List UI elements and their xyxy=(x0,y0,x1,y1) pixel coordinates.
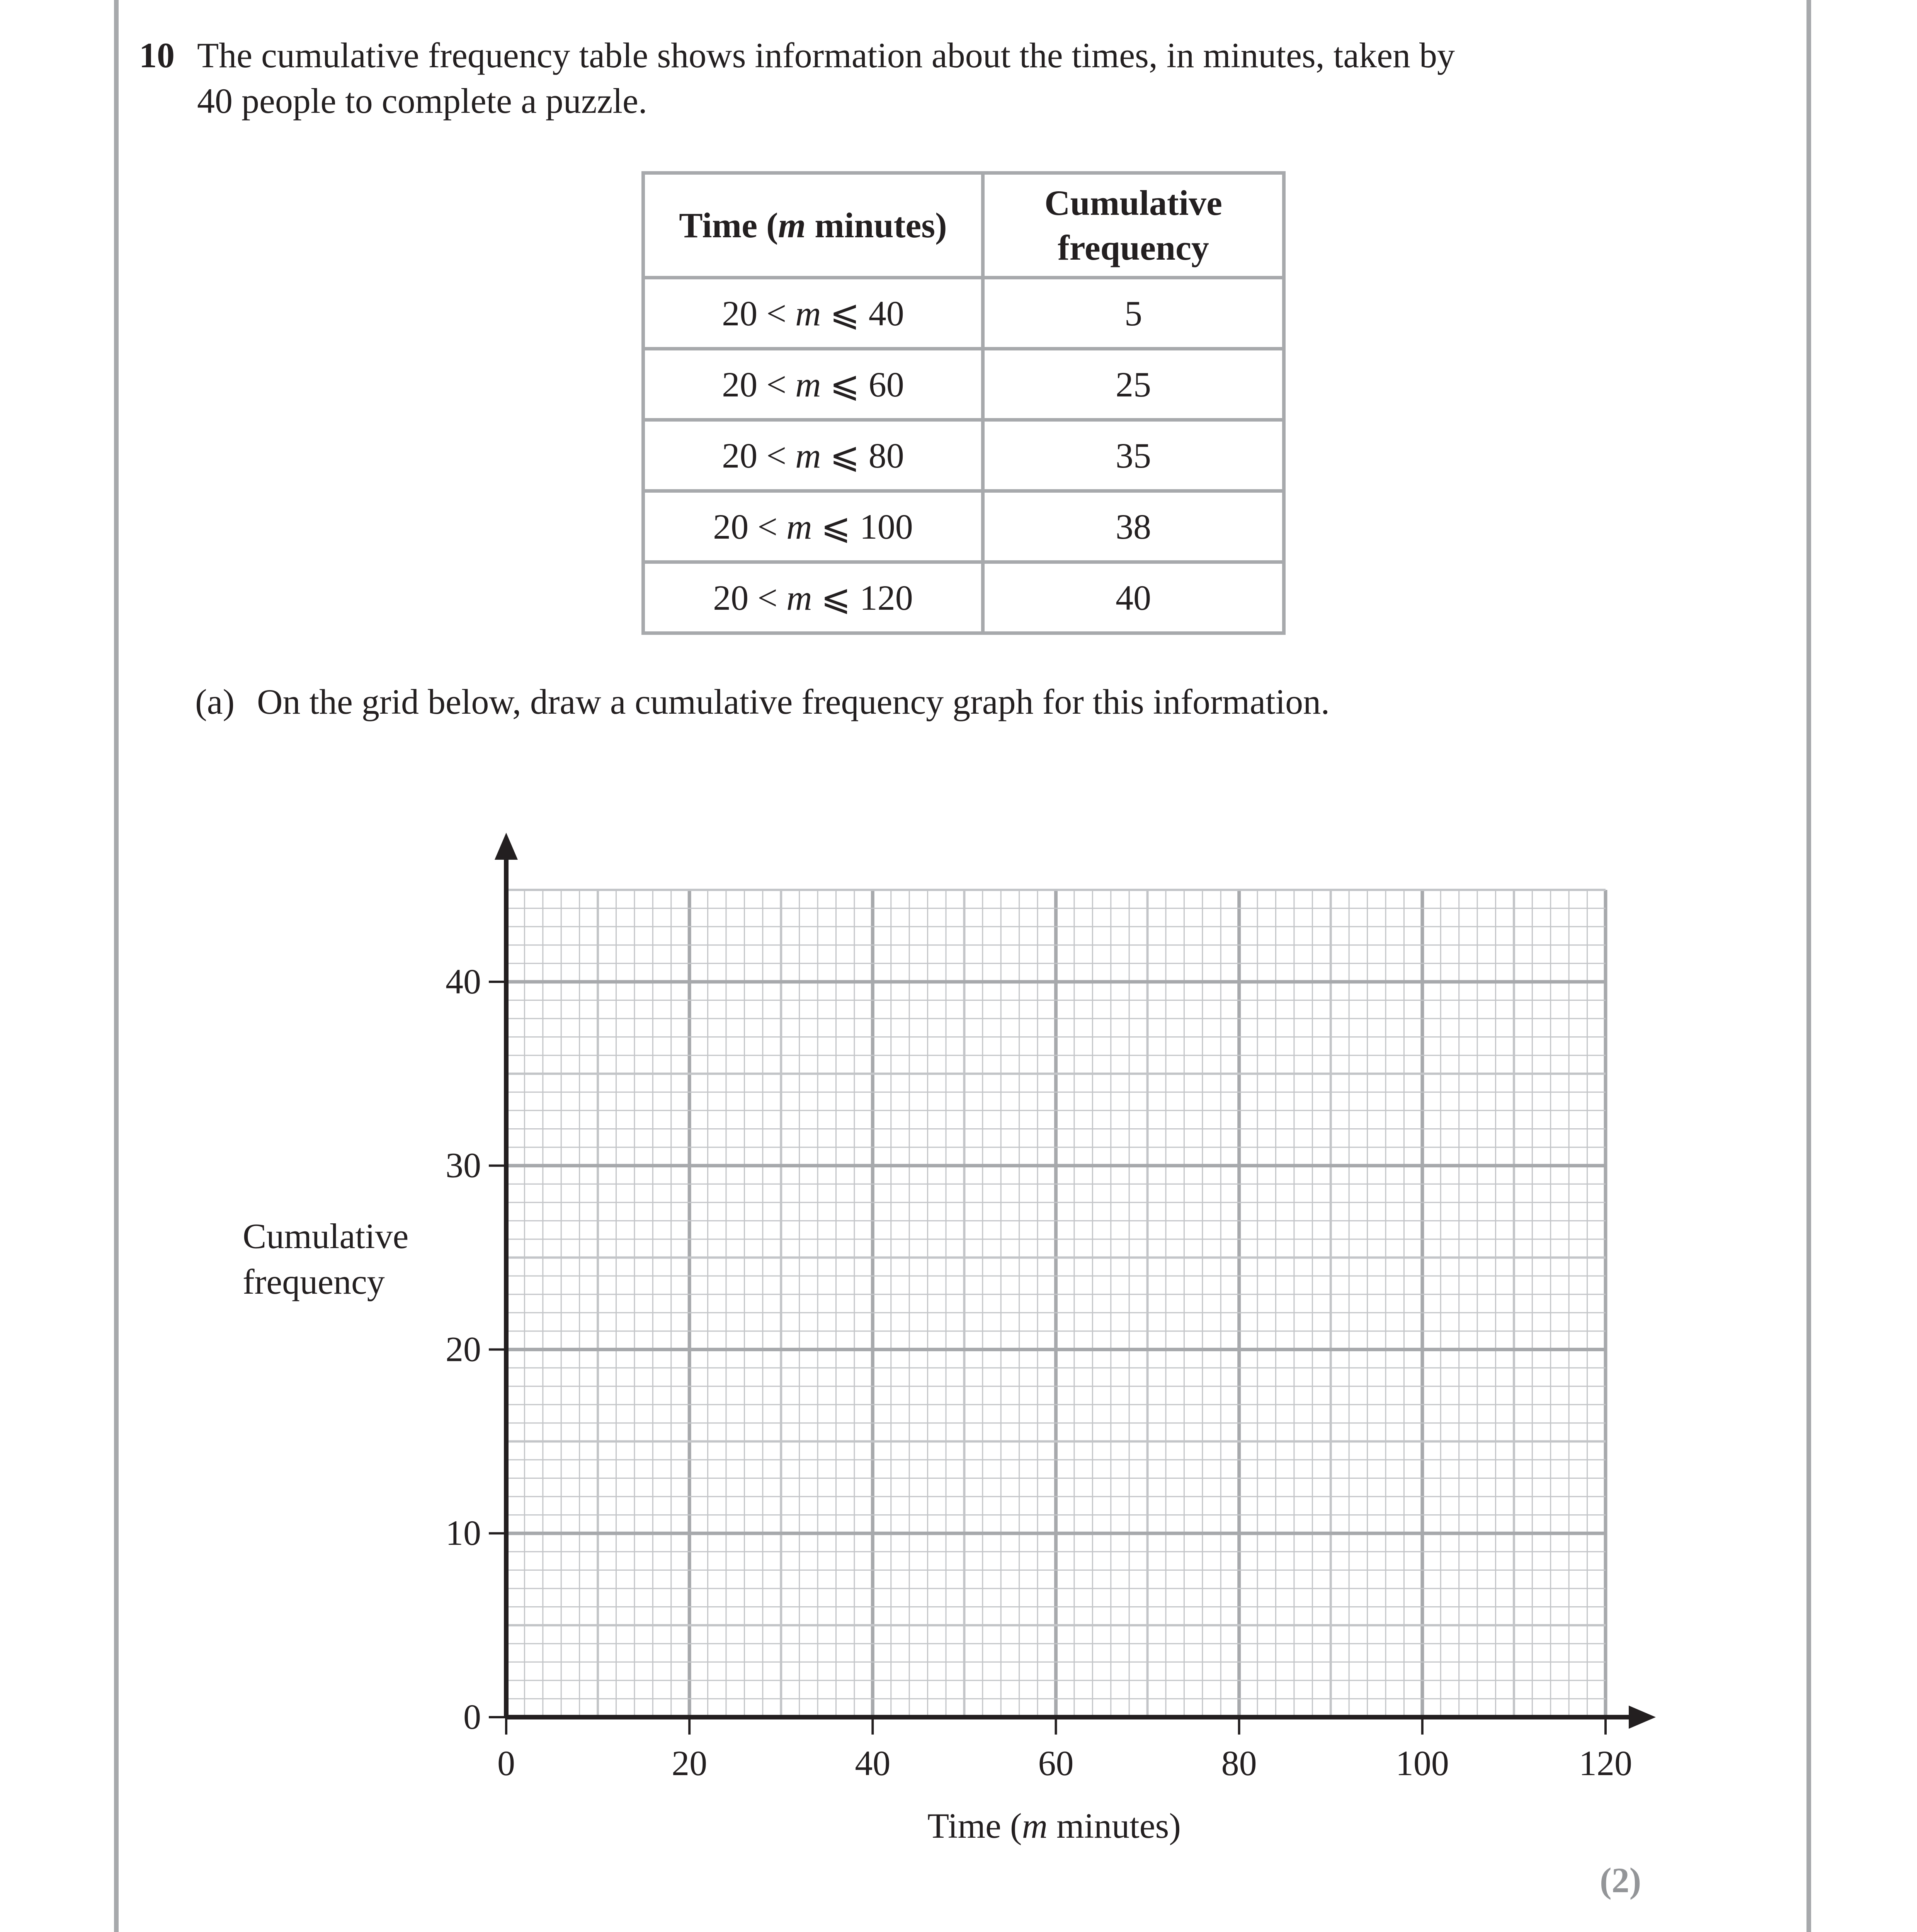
cf-cell: 38 xyxy=(983,491,1284,562)
interval-lower: 20 < xyxy=(722,365,787,404)
x-tick-label: 100 xyxy=(1395,1743,1449,1783)
x-tick-label: 60 xyxy=(1038,1743,1074,1783)
x-axis-label-var: m xyxy=(1022,1806,1048,1845)
x-tick-label: 80 xyxy=(1221,1743,1257,1783)
y-tick-label: 30 xyxy=(446,1145,481,1185)
y-tick-label: 10 xyxy=(446,1513,481,1553)
interval-lower: 20 < xyxy=(713,507,778,546)
interval-upper: ⩽ 100 xyxy=(821,507,913,546)
interval-var: m xyxy=(795,294,821,333)
interval-upper: ⩽ 60 xyxy=(830,365,904,404)
cf-cell: 35 xyxy=(983,420,1284,491)
interval-lower: 20 < xyxy=(722,294,787,333)
interval-upper: ⩽ 40 xyxy=(830,294,904,333)
x-tick-label: 20 xyxy=(672,1743,708,1783)
x-tick-label: 0 xyxy=(497,1743,515,1783)
y-axis-label-line2: frequency xyxy=(243,1262,385,1301)
header-cf-line2: frequency xyxy=(1058,228,1209,267)
header-time-var: m xyxy=(778,206,806,245)
cf-cell: 40 xyxy=(983,562,1284,633)
question-intro-line2: 40 people to complete a puzzle. xyxy=(197,81,647,121)
header-time-prefix: Time ( xyxy=(679,206,778,245)
y-tick-label: 0 xyxy=(463,1697,481,1736)
y-axis-arrowhead xyxy=(495,833,518,860)
part-a-marks: (2) xyxy=(1600,1861,1641,1900)
question-number: 10 xyxy=(139,36,175,75)
cf-cell: 25 xyxy=(983,349,1284,420)
interval-var: m xyxy=(795,436,821,475)
question-intro-line1: The cumulative frequency table shows information about the times, in minutes, taken by xyxy=(197,36,1455,75)
interval-upper: ⩽ 120 xyxy=(821,578,913,617)
x-axis-label-prefix: Time ( xyxy=(927,1806,1022,1845)
x-tick-label: 120 xyxy=(1579,1743,1632,1783)
part-a-label: (a) xyxy=(195,682,235,721)
interval-var: m xyxy=(786,578,812,617)
y-tick-label: 40 xyxy=(446,961,481,1001)
interval-lower: 20 < xyxy=(722,436,787,475)
cf-cell: 5 xyxy=(983,278,1284,349)
interval-lower: 20 < xyxy=(713,578,778,617)
x-tick-label: 40 xyxy=(855,1743,891,1783)
header-time-suffix: minutes) xyxy=(806,206,947,245)
interval-var: m xyxy=(795,365,821,404)
x-axis-arrowhead xyxy=(1629,1706,1656,1729)
x-axis-label-suffix: minutes) xyxy=(1048,1806,1181,1845)
x-axis-label xyxy=(927,1803,1181,1849)
header-cf-line1: Cumulative xyxy=(1044,183,1222,223)
y-tick-label: 20 xyxy=(446,1329,481,1369)
interval-upper: ⩽ 80 xyxy=(830,436,904,475)
part-a-text: On the grid below, draw a cumulative frequency graph for this information. xyxy=(257,682,1330,721)
y-axis-label-line1: Cumulative xyxy=(243,1216,409,1256)
interval-var: m xyxy=(786,507,812,546)
